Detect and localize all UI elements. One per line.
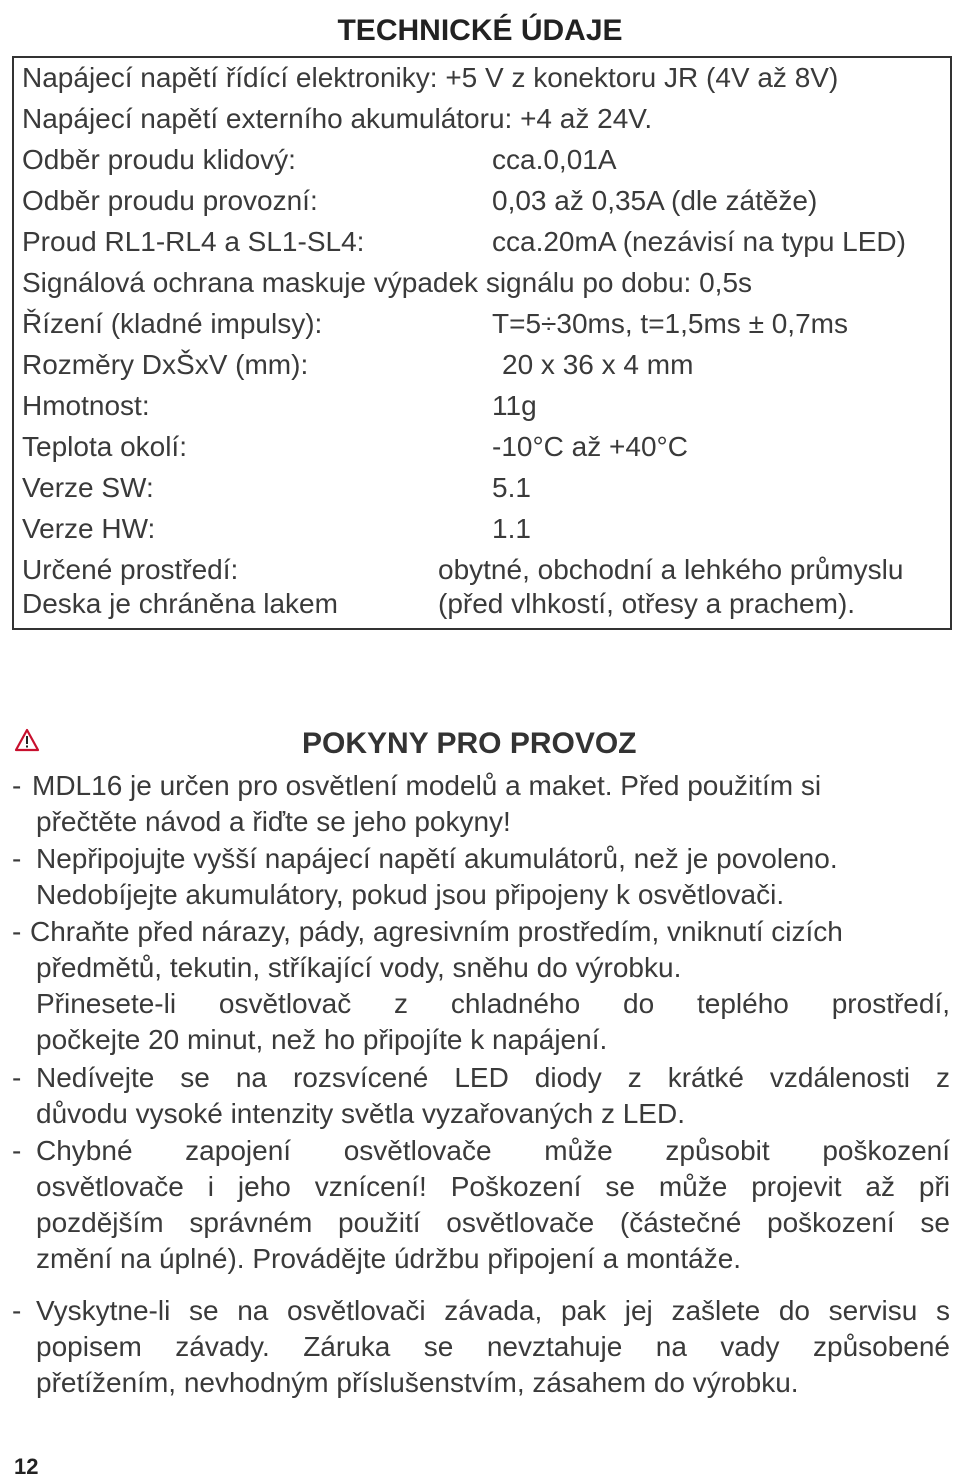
- list-dash: -: [12, 770, 22, 801]
- list-item-line: popisem závady. Záruka se nevztahuje na vady způsobené: [36, 1331, 950, 1362]
- list-item-line: přetížením, nevhodným příslušenstvím, zásahem do výrobku.: [36, 1367, 799, 1398]
- spec-value: 11g: [492, 390, 537, 421]
- spec-row: Napájecí napětí řídící elektroniky: +5 V z konektoru JR (4V až 8V): [22, 62, 839, 93]
- spec-label: Proud RL1-RL4 a SL1-SL4:: [22, 226, 365, 257]
- list-item-line: Přinesete-li osvětlovač z chladného do teplého prostředí,: [36, 988, 950, 1019]
- spec-row: Napájecí napětí externího akumulátoru: +4 až 24V.: [22, 103, 653, 134]
- list-dash: -: [12, 1062, 22, 1093]
- list-item-line: předmětů, tekutin, stříkající vody, sněhu do výrobku.: [36, 952, 682, 983]
- spec-value: cca.0,01A: [492, 144, 617, 175]
- list-item-line: Chraňte před nárazy, pády, agresivním prostředím, vniknutí cizích: [30, 916, 843, 947]
- spec-value: obytné, obchodní a lehkého průmyslu: [438, 554, 904, 585]
- list-item-line: změní na úplné). Provádějte údržbu připojení a montáže.: [36, 1243, 742, 1274]
- spec-label: Řízení (kladné impulsy):: [22, 308, 323, 339]
- list-item-line: Nedívejte se na rozsvícené LED diody z krátké vzdálenosti z: [36, 1062, 950, 1093]
- list-dash: -: [12, 916, 22, 947]
- list-dash: -: [12, 1135, 22, 1166]
- spec-label: Verze HW:: [22, 513, 156, 544]
- list-item-line: MDL16 je určen pro osvětlení modelů a maket. Před použitím si: [32, 770, 822, 801]
- technical-spec-box: [12, 56, 952, 630]
- list-item-line: osvětlovače i jeho vznícení! Poškození se může projevit až při: [36, 1171, 950, 1202]
- spec-label: Deska je chráněna lakem: [22, 588, 338, 619]
- list-item-line: důvodu vysoké intenzity světla vyzařovaných z LED.: [36, 1098, 685, 1129]
- list-item-line: počkejte 20 minut, než ho připojíte k napájení.: [36, 1024, 608, 1055]
- spec-value: 1.1: [492, 513, 531, 544]
- spec-row: Signálová ochrana maskuje výpadek signálu po dobu: 0,5s: [22, 267, 753, 298]
- spec-value: (před vlhkostí, otřesy a prachem).: [438, 588, 856, 619]
- spec-label: Rozměry DxŠxV (mm):: [22, 349, 309, 380]
- spec-label: Odběr proudu provozní:: [22, 185, 318, 216]
- list-item-line: Nedobíjejte akumulátory, pokud jsou připojeny k osvětlovači.: [36, 879, 785, 910]
- list-item-line: pozdějším správném použití osvětlovače (částečné poškození se: [36, 1207, 950, 1238]
- spec-label: Teplota okolí:: [22, 431, 187, 462]
- technical-data-title: TECHNICKÉ ÚDAJE: [337, 14, 623, 47]
- spec-value: 20 x 36 x 4 mm: [502, 349, 694, 380]
- spec-value: 5.1: [492, 472, 531, 503]
- operation-title: POKYNY PRO PROVOZ: [302, 727, 637, 760]
- list-item-line: Nepřipojujte vyšší napájecí napětí akumulátorů, než je povoleno.: [36, 843, 838, 874]
- spec-value: T=5÷30ms, t=1,5ms ± 0,7ms: [492, 308, 848, 339]
- spec-label: Určené prostředí:: [22, 554, 239, 585]
- list-item-line: přečtěte návod a řiďte se jeho pokyny!: [36, 806, 511, 837]
- spec-value: cca.20mA (nezávisí na typu LED): [492, 226, 906, 257]
- spec-label: Hmotnost:: [22, 390, 150, 421]
- spec-label: Odběr proudu klidový:: [22, 144, 296, 175]
- spec-value: 0,03 až 0,35A (dle zátěže): [492, 185, 818, 216]
- spec-label: Verze SW:: [22, 472, 154, 503]
- list-item-line: Chybné zapojení osvětlovače může způsobit poškození: [36, 1135, 950, 1166]
- list-item-line: Vyskytne-li se na osvětlovači závada, pak jej zašlete do servisu s: [36, 1295, 950, 1326]
- page-number: 12: [14, 1454, 39, 1479]
- list-dash: -: [12, 1295, 22, 1326]
- list-dash: -: [12, 843, 22, 874]
- spec-value: -10°C až +40°C: [492, 431, 688, 462]
- warning-triangle-icon: [14, 728, 40, 752]
